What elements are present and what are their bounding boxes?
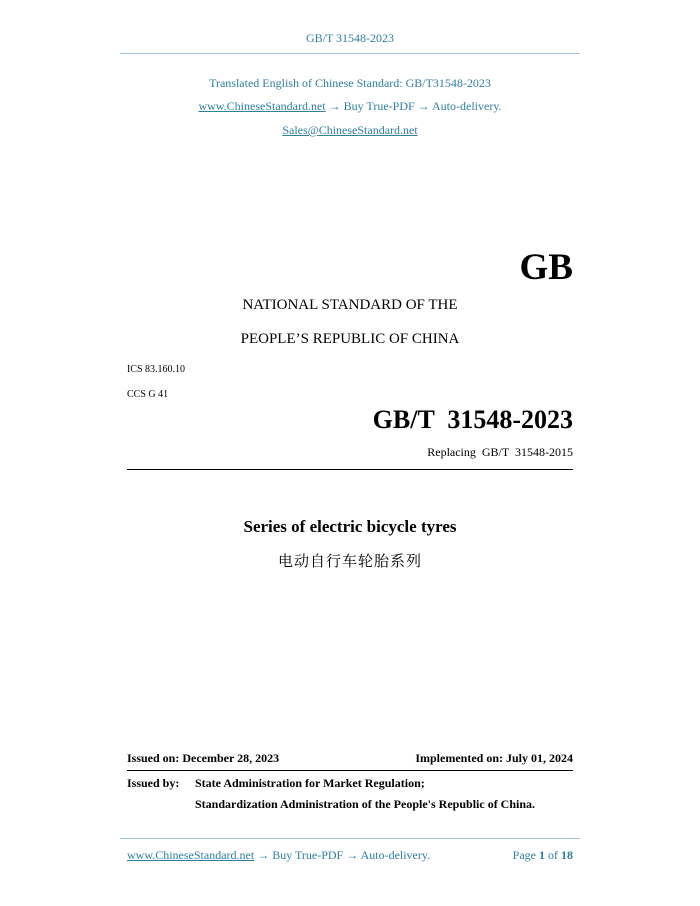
translation-note: Translated English of Chinese Standard: GB/T31548-2023 xyxy=(209,76,491,90)
footer-purchase-text: → Buy True-PDF → Auto-delivery. xyxy=(254,848,431,862)
standard-number: GB/T 31548-2023 xyxy=(372,405,573,434)
national-standard-line-2: PEOPLE’S REPUBLIC OF CHINA xyxy=(240,331,460,347)
footer-divider xyxy=(120,838,580,839)
header-divider xyxy=(120,53,580,54)
ics-code: ICS 83.160.10 xyxy=(127,364,186,375)
implemented-date: Implemented on: July 01, 2024 xyxy=(415,751,573,765)
header-title: GB/T 31548-2023 xyxy=(305,31,395,45)
issuer-line-2: Standardization Administration of the People's Republic of China. xyxy=(195,797,536,811)
footer-site-link[interactable]: www.ChineseStandard.net xyxy=(127,848,255,862)
page-of: of xyxy=(548,848,558,862)
site-link[interactable]: www.ChineseStandard.net xyxy=(198,99,326,113)
purchase-line xyxy=(0,99,700,114)
issued-by-label: Issued by: xyxy=(127,776,180,790)
document-title-english: Series of electric bicycle tyres xyxy=(243,517,457,536)
issued-date: Issued on: December 28, 2023 xyxy=(127,751,280,765)
page-indicator xyxy=(513,848,573,863)
document-title-chinese: 电动自行车轮胎系列 xyxy=(277,552,422,570)
email-line xyxy=(0,123,700,138)
issuer-line-1: State Administration for Market Regulation; xyxy=(195,776,425,790)
replacing-note: Replacing GB/T 31548-2015 xyxy=(427,445,573,459)
email-link[interactable]: Sales@ChineseStandard.net xyxy=(282,123,418,137)
national-standard-line-1: NATIONAL STANDARD OF THE xyxy=(242,297,458,313)
page-current: 1 xyxy=(539,848,545,862)
ccs-code: CCS G 41 xyxy=(127,389,169,400)
title-divider xyxy=(127,469,573,470)
purchase-text: → Buy True-PDF → Auto-delivery. xyxy=(328,99,502,113)
page-total: 18 xyxy=(561,848,573,862)
page-label: Page xyxy=(512,848,536,862)
gb-mark: GB xyxy=(519,247,573,288)
dates-divider xyxy=(127,770,573,771)
footer-purchase-line xyxy=(127,848,430,863)
